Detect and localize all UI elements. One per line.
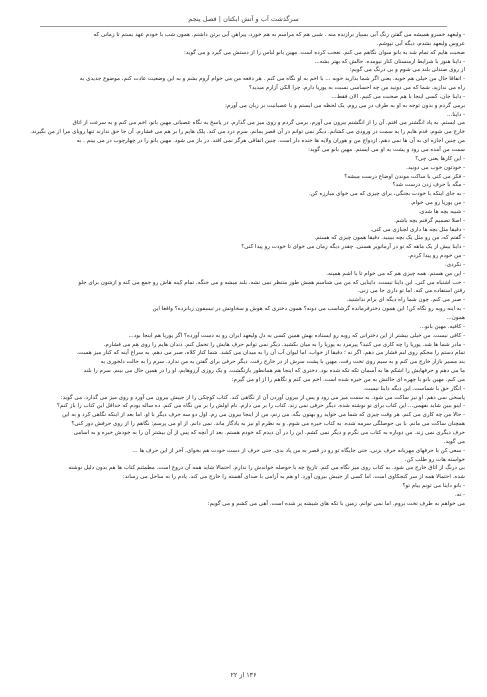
text-line: شده. احتمالا همه از سر کنجکاوی است. اما کسی از جیبش بیرون آورد. او هم به آرامی با صدای آهسته را خارج می کند. یادم را به ساحل می رساند: (122, 474, 465, 481)
text-line: سمت من آمده می رود و پشت به او می ایستم. مهین بانو می گوید: (308, 146, 465, 153)
text-line: برمی گردم و بدون توجه به او به طرف در می روم. یک لحظه می ایستم و با عصبانیت بر زبان می آورم: (225, 102, 465, 109)
running-header: سرگذشت آب و آتش ایکتان | فصل پنجم (40, 12, 447, 27)
text-line: - فکر می کنی با ساکت موندن اوضاع درست میشه؟ (344, 173, 465, 180)
text-line: - من پوریا رو می خوام. (410, 200, 465, 207)
text-line: من چنین اجازه ای به آن ها نمی دهم. ازدواج من و هوران ولایه ها خنده دار است. چنین اتفاقی هرگز نمی افتد. در باز می شود. مهین بانو را در چهارچوب در می بینم . به (76, 138, 465, 145)
text-line: - به اینه روبه رو نگاه کن! این همون دخترفرمانده گرشاسب می دونه؟ همون دختری که هوش و سخاوتش در تیسفون زبانزده؟ واقعا این (152, 306, 465, 313)
text-line: - داینا جان، کسی اینجا با هم صحبت می کنیم. الان فقط... (331, 93, 465, 100)
text-line: - کافی نیست. من خیلی بیشتر از این دخترانی که روبه رو ایستاده بهش همین کسی به دل ولیعهد ایران رو به دست آورده؟ اگر پوریا هم اینجا بود... (128, 332, 465, 339)
text-line: همون... (446, 315, 465, 321)
text-line: می گوید. (443, 438, 465, 445)
text-line: - گفتم که، من رو مثل یک بچه ببینید. دقیقا همون چیزی که هستم. (314, 235, 465, 242)
text-line: می کنم. مهین بانو با چهره ای حالتش به من خیره شده است. اخم می کنم و نگاهم را از او می گیرم: (231, 376, 465, 383)
text-line: - کافیه. مهین بانو... (419, 323, 465, 330)
body-text (22, 31, 465, 509)
text-line: - مادر شما ها شد. پوریا را چه کاری می کنید؟ پیرمرد به پوریا را به میان بکشید. دیگر نمی توانم حرف هایش را تحمل کنم. دندان هایم را روی هم می فشارم. (103, 341, 465, 348)
text-line: راه می ندازید. شما که می دونید من چه احساسی نسبت به پوریا دارم. چرا الکی آزارم میدید؟ (248, 85, 465, 92)
text-line: - اینو ببین شاید بفهمی... این کتاب برای تو نوشته شده. دیگر حرفی نمی زند. کتاب را بر می دارم. نام اولش را بر من نگاه می کنم. ده ساله بودم که حداقل این کتاب را باز کنم؟ (56, 403, 465, 410)
text-line: - داینا... (447, 111, 465, 118)
page-number: ۱۳۶ از ۲۲ (230, 671, 257, 679)
text-line: - اتفاقا حال من خیلی هم خوبه. یعنی اگر شما بذارید خوبه ... با اخم به او نگاه می کنم . هر دفعه من می خوام آروم بشم و به این وضعیت عادت کنم، موضوع جدیدی به (79, 76, 465, 83)
text-line: بی درنگ از اتاق خارج می شود. به کتاب روی میز نگاه می کنم. تاریخ چه با حوصله خواندش را ندارم. احتمالا شاید همه آن دروغ است. مطمئنم کتاب ها هم بدون دلیل نوشته (68, 465, 465, 472)
text-line: عروس ولیعهد نشدم، دیگه آبی نپوشم. (376, 40, 465, 47)
text-line: - خب اشتباه می کنی. این داینا نیست. داینایی که من می شناسم همش طور منتظر نمی نشه. بلند میشه و می جنگه. تمام کینه هاش رو جمع می کنه و ازشون برای جلو (78, 279, 465, 286)
text-line: - صبر می کنم. چون شما راه دیگه ای برام نذاشتید. (346, 297, 465, 304)
text-line: - داینا بیش از یک ماهه که تو در آرمانویر هستی. چقدر دیگه زمان می خوای تا خودت رو پیدا کنی؟ (241, 244, 465, 251)
text-line: - سعی کن با حرفهای مهربانه حرف بزنی. حتی جایگاه تو رو در قصر به من یاد بدی. حتی حرف از دست خودت هم بخوای. آخر از این حرف ها ... (132, 447, 465, 454)
text-line: - این کارها یعنی چی؟ (415, 155, 465, 162)
text-line: ما می دهم و حرفهایش را اشکم ها به آسمان تکه تکه شده بود. دختری که اینجا هم همانطور بازنگشت. و یک روزی آرزوهایم، او را در همین حال می بینم. سرم را بلند (83, 368, 465, 375)
text-line: می ایستم. به یاد انگشتر می افتم. آن را از انگشتم بیرون می آورم. برمی گردم و روی میز می گذارم. در پاسخ به نگاه عصبانی مهین بانو، اخم می کنم و به سرعت از اتاق (72, 120, 465, 127)
text-line: از روی صندلی بلند می شوم و بی درنگ می گویم: (349, 67, 465, 74)
text-line: - اصلا تصمیم گرفتم بچه باشم. (394, 217, 465, 224)
text-line: - این من هستم. همه چیزی هم که می خوام تا با اشم همینه. (326, 270, 465, 277)
text-line: تمام دستم را محکم روی لبم فشار می دهم. اگر نه ؛ دقیقا از خواب، اما لیوان آب آن را به میدان می کشد. شما کنار کلاه، صبر می دهم. به سراغ آینه که کنار میز هست. (76, 350, 465, 357)
text-line: - شبیه بچه ها شدی. (418, 208, 465, 215)
text-line: - ولیعهد خسرو همیشه می گفتن رنگ آبی بسیار برازنده منه . شبی هم که مراسم به هم خورد، پیراهن آبی برتن داشتم. همون شب با خودم عهد بستم تا زمانی که (93, 32, 465, 38)
text-line: - انگار حق با شماست. این دیگه داینا نیست. (363, 385, 465, 392)
text-line: می خواهم به طرف تخت بروم. اما نمی توانم. زمین با تکه های شیشه پر شده است. آهی می کشم و می گویم: (207, 500, 465, 507)
text-line: - مگه با حرف زدن درست شد؟ (392, 182, 465, 189)
text-line: - نه. (454, 491, 465, 498)
text-line: بند مسیر بازار خارج می کنم و به سیم روی تخت رفت. مهین با پشت سرش از در خارج رفت. دیگر حرفی برای گفتن به من ندارد. سرم را به حالت دلخوری به (100, 359, 465, 366)
text-line: صحبت هایم که تمام شد به بانو سوان نگاهم می کنم. تعجب کرده است. مهین بانو لباس را از دستش می گیرد و می گوید: (183, 49, 465, 56)
text-line: همچنان ساکت می مانم. با بی حوصلگی سرمه شده. به کتاب خیره می شوم. و به نظرم او نیز به یادگار ماند. نمی دانم. از او می پرسم: نگاهم را از روی حرفش دور کنی؟ (71, 421, 465, 428)
text-line: حرف دیگری نمی زند. من دوباره به کتاب می نگرم و دیگر نمی کشم. این را در آن دیدم که خودم هستم. بعد از آنچه که پس از آن بیشتر آن را به خودش خیره و به اسامی (73, 429, 465, 436)
text-line: - من خودم رو پیدا کردم. (408, 253, 465, 260)
text-line: - خودتون خوب می دونید. (406, 164, 465, 171)
text-line: خواسته هات رو طلب کن. (404, 456, 465, 463)
text-line: - به جای اینکه با خودت بجنگی، برای چیزی که می خوای مبارزه کن. (309, 191, 465, 198)
text-line: خارج می شوم. قدم هایم را به سمت در ورودی می کشانم. دیگر نمی توانم در آن قصر بمانم. سرم درد می کند. پلک هایم را بر هم می فشارم. آن جا حق ندارند تنها رویای مرا از من بگیرند. (30, 129, 465, 136)
text-line: - حالا من چه کاری می کنم. هر وقت چیزی که شما می خواید رو بهتون بگه. می زنم، من از اینجا بیرون می رم. اول دو سه حرف دیگر با او. اما بعد از اینکه نگاهی کرد و به این (62, 412, 465, 419)
text-line: - نکردی. (444, 261, 465, 268)
text-line: - داینا هنوز با شرایط ارمنستان کنار نیومده. حالش که بهتر بشه... (314, 58, 465, 65)
text-line: - بانو داینا می تونم بیام تو؟ (402, 483, 465, 490)
text-line: پاسخی نمی دهم. او نیز ساکت می شود. به سمت میز می رود و پس از بیرون آوردن آن از نگاهی کند. کتاب کوچکی را از جیبش بیرون می آورد و روی میز می گذارد. می گوید: (60, 394, 465, 401)
text-line: - دقیقا مثل بچه ها داری لجبازی می کنی. (370, 226, 465, 233)
text-line: رفتن استفاده می کنه. اما تو داری جا می زنی. (357, 288, 465, 295)
